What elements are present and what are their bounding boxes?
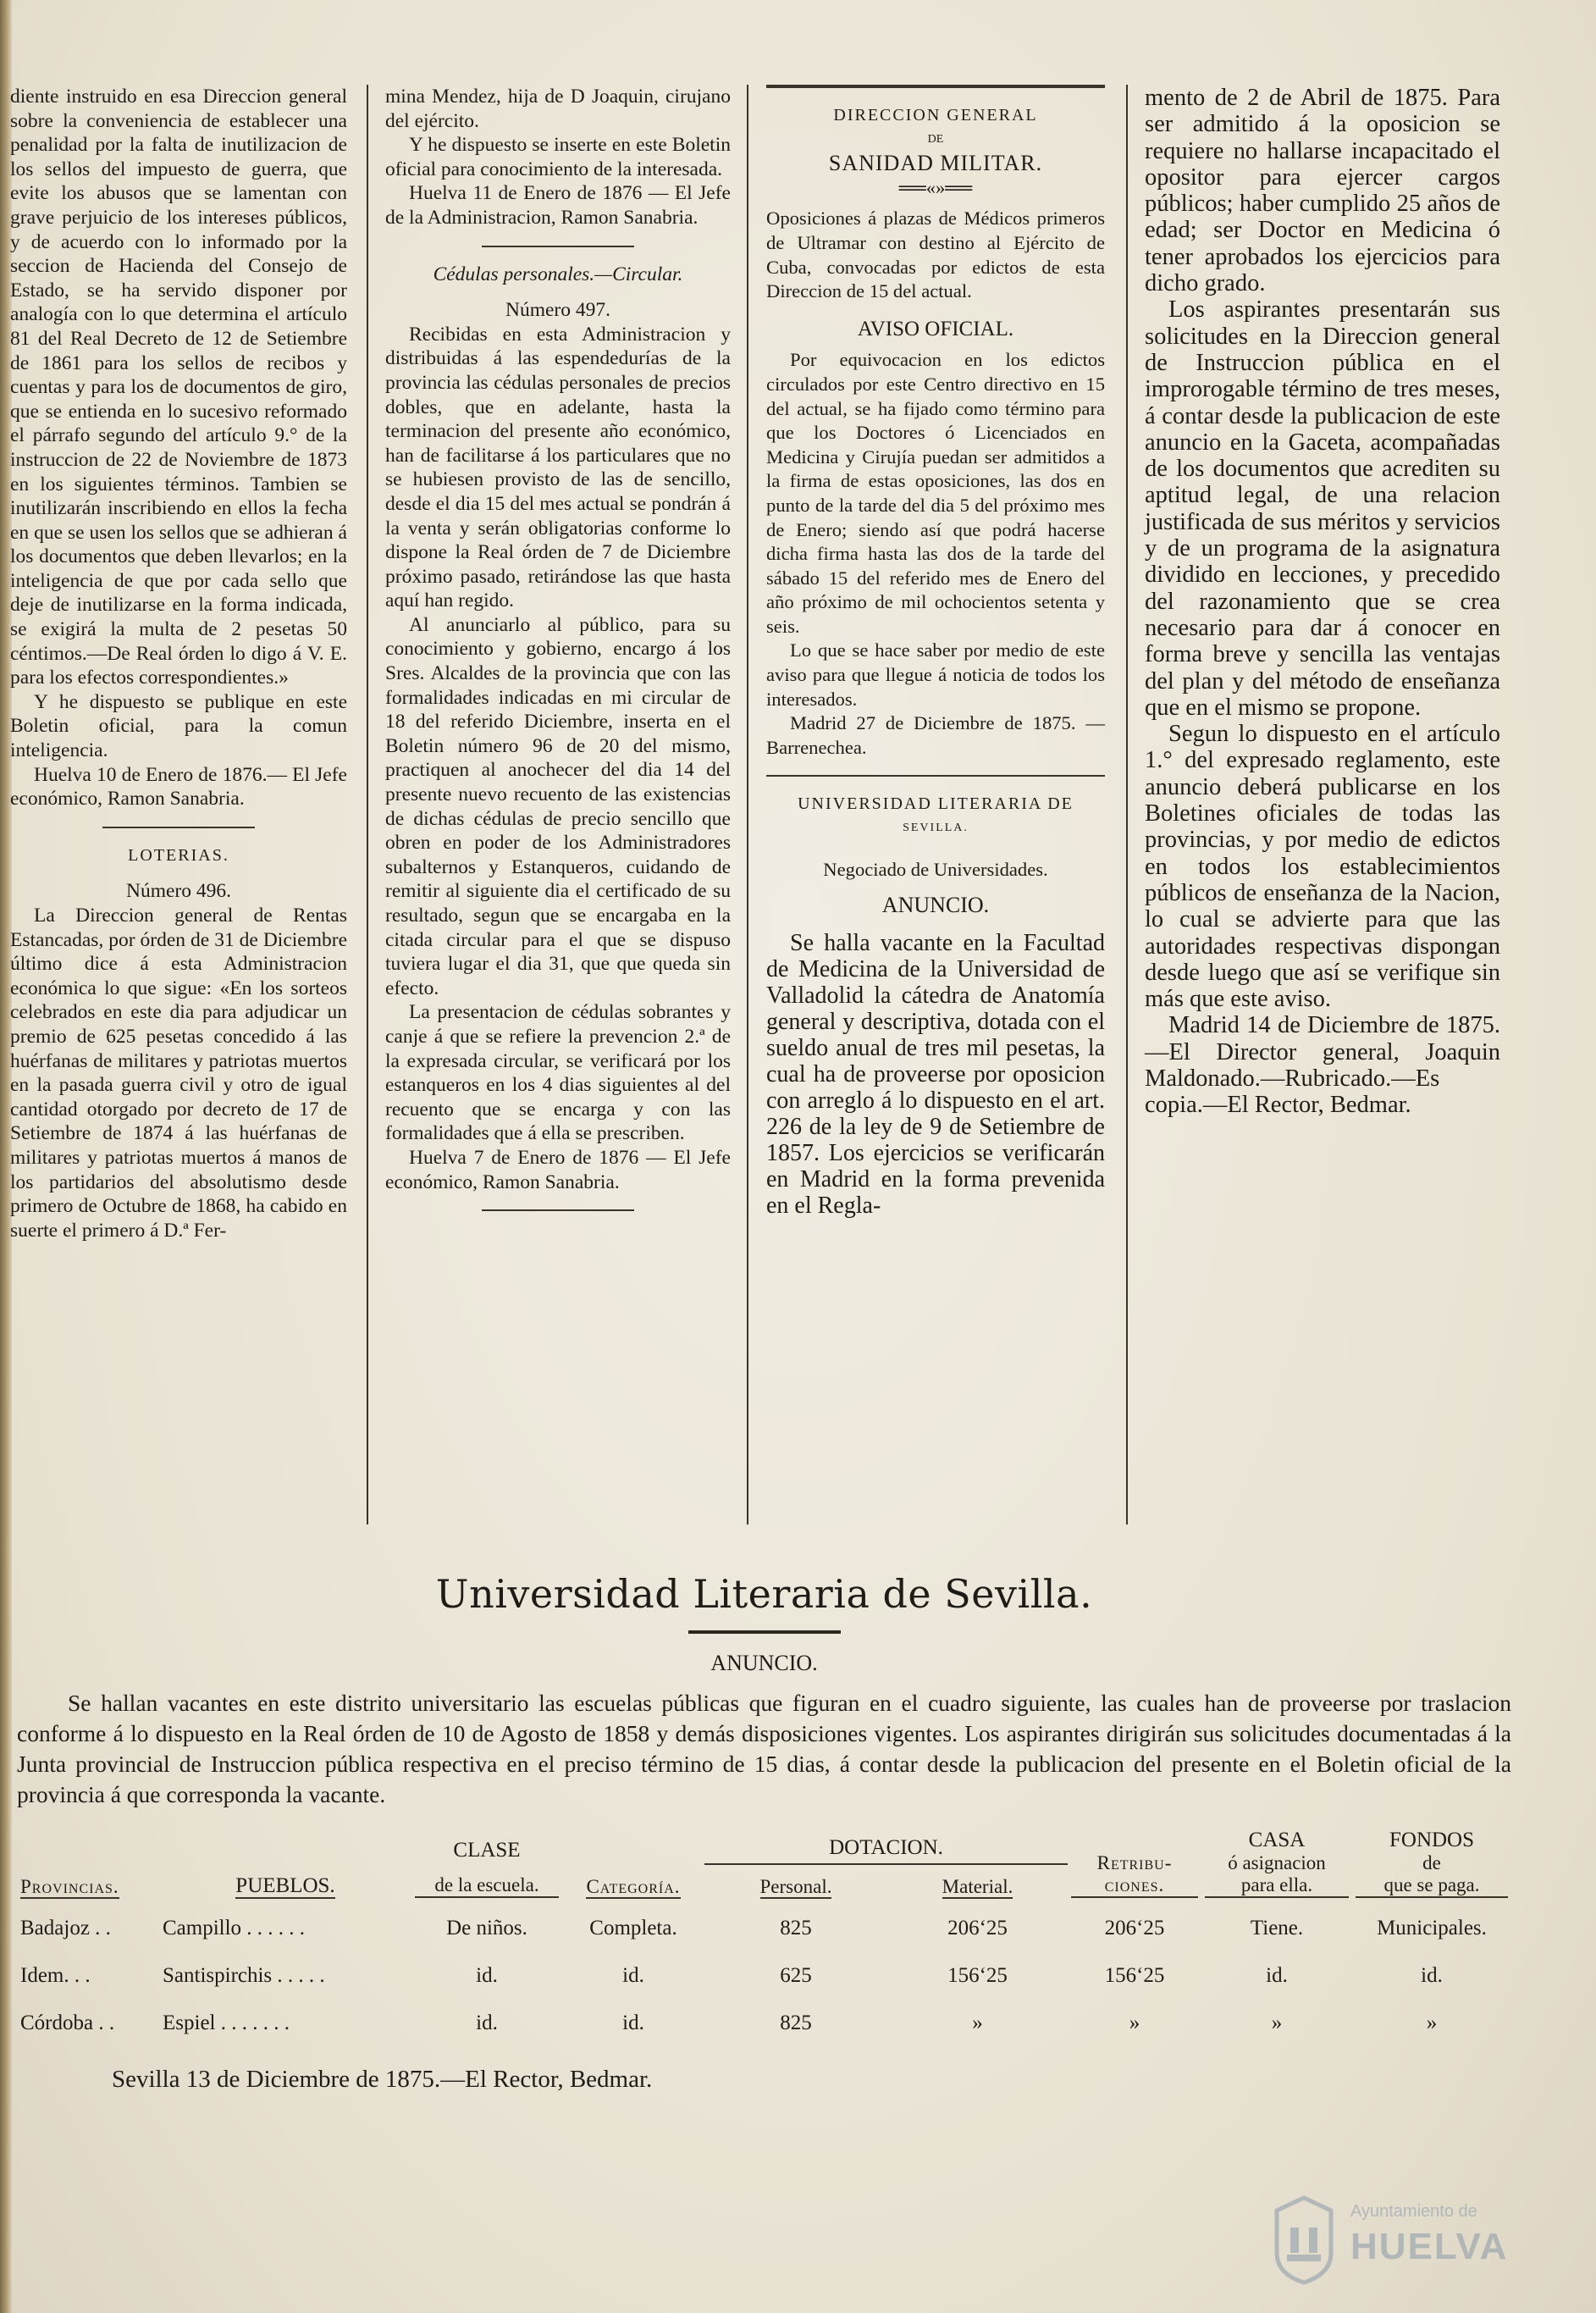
column-2 [385, 85, 731, 1226]
section-top-rule [766, 85, 1105, 88]
col2-number: Número 497. [505, 299, 610, 322]
bottom-announcement [17, 1563, 1511, 2094]
header-fondos: FONDOS de que se paga. [1352, 1825, 1511, 1901]
bottom-intro: Se hallan vacantes en este distrito universitario las escuelas públicas que figuran en el cuadro siguiente, las cuales han de proveerse por traslacion conforme á lo dispuesto en la Real órden de 10 de Agosto de 1858 y demás disposiciones vigentes. Los aspirantes dirigirán sus solicitudes documentadas á la Junta provincial de Instruccion pública respectiva en el preciso término de 15 dias, á contar desde la publicacion del presente en el Boletin oficial de la provincia á que corresponda la vacante. [17, 1690, 1511, 1807]
city-coat-of-arms-icon [1270, 2194, 1338, 2287]
col1-signature: Huelva 10 de Enero de 1876.— El Jefe económico, Ramon Sanabria. [10, 763, 347, 811]
col2-paragraph-1: mina Mendez, hija de D Joaquin, cirujano del ejército. [385, 86, 731, 132]
col2-signature-1: Huelva 11 de Enero de 1876 — El Jefe de la Administracion, Ramon Sanabria. [385, 182, 731, 229]
col3-paragraph-5: Se halla vacante en la Facultad de Medicina de la Universidad de Valladolid la cátedra de Anatomía general y descriptiva, dotada con el sueldo anual de tres mil pesetas, la cual ha de proveerse por oposicion con arreglo á lo dispuesto en el art. 226 de la ley de 9 de Setiembre de 1857. Los ejercicios se verificarán en Madrid en la forma prevenida en el Regla- [766, 929, 1105, 1219]
col1-number: Número 496. [125, 880, 231, 903]
col1-paragraph-1: diente instruido en esa Direccion general sobre la conveniencia de establecer una penalidad por la falta de inutilizacion de los sellos del impuesto de guerra, que evite los abusos que se lamentan con grave perjuicio de los intereses públicos, y de acuerdo con lo informado por la seccion de Hacienda del Consejo de Estado, se ha servido disponer por analogía con lo que determina el artículo 81 del Real Decreto de 12 de Setiembre de 1861 para los sellos de recibos y cuentas y para los de documentos de giro, que se entienda en lo sucesivo reformado el párrafo segundo del artículo 9.° de la instruccion de 22 de Noviembre de 1873 en los siguientes términos. Tambien se inutilizarán inscribiendo en ellos la fecha en que se usen los sellos que se adhieran á los documentos que deben llevarlos; en la inteligencia de que por cada sello que deje de inutilizarse en la forma indicada, se exigirá la multa de 2 pesetas 50 céntimos.—De Real órden lo digo á V. E. para los efectos correspondientes.» [10, 86, 347, 689]
col3-signature: Madrid 27 de Diciembre de 1875. —Barrenechea. [766, 712, 1105, 758]
universidad-title: Universidad Literaria de Sevilla. [435, 1571, 1093, 1617]
col2-paragraph-5: Al anunciarlo al público, para su conocimiento y gobierno, encargo á los Sres. Alcaldes de la provincia que con las formalidades indicadas en mi circular de 18 del referido Diciembre, inserta en el Boletin número 96 de 20 del mismo, practiquen al anochecer del dia 14 del presente nuevo recuento de las existencias de dichas cédulas de precio sencillo que obren en poder de los Administradores subalternos y Estanqueros, cuidando de remitir al siguiente dia el certificado de su resultado, segun que se encargaba en la citada circular para el que se dispuso tuviera lugar el dia 31, que que queda sin efecto. [385, 613, 731, 999]
column-rule [1126, 85, 1128, 1524]
col1-paragraph-4: La Direccion general de Rentas Estancadas, por órden de 31 de Diciembre último dice á esta Administracion económica lo que sigue: «En los sorteos celebrados en este dia para adjudicar un premio de 625 pesetas concedido á las huérfanas de militares y patriotas muertos en la pasada guerra civil y otro de igual cantidad otorgado por decreto de 17 de Setiembre de 1874 á las huérfanas de militares y patriotas muertos á manos de los partidarios del absolutismo desde primero de Octubre de 1868, ha cabido en suerte el primero á D.ª Fer- [10, 905, 347, 1242]
column-3 [766, 85, 1105, 1219]
negociado: Negociado de Universidades. [823, 858, 1048, 880]
column-1 [10, 85, 347, 1242]
cedulas-heading: Cédulas personales.—Circular. [433, 263, 683, 285]
ornament: ══«»══ [898, 176, 973, 198]
col3-paragraph-1: Oposiciones á plazas de Médicos primeros de Ultramar con destino al Ejército de Cuba, convocadas por edictos de esta Direccion de 15 del actual. [766, 208, 1105, 302]
table-row: Córdoba . . Espiel . . . . . . . id. id. 825 » » » » [20, 2011, 1438, 2034]
col2-paragraph-6: La presentacion de cédulas sobrantes y canje á que se refiere la prevencion 2.ª de la expresada circular, se verificará por los estanqueros en los 4 dias siguientes al del recuento que se encarga y con las formalidades que á ella se prescriben. [385, 1001, 731, 1145]
bottom-anuncio-heading: ANUNCIO. [710, 1651, 818, 1675]
sanidad-heading-2: DE [927, 132, 944, 146]
header-personal: Personal. [759, 1876, 832, 1897]
bottom-signature: Sevilla 13 de Diciembre de 1875.—El Rector, Bedmar. [112, 2066, 653, 2093]
col4-signature: Madrid 14 de Diciembre de 1875.—El Director general, Joaquin Maldonado.—Rubricado.—Es copia.—El Rector, Bedmar. [1145, 1012, 1500, 1119]
col3-paragraph-2: Por equivocacion en los edictos circulados por este Centro directivo en 15 del actual, se ha fijado como término para que los Doctores ó Licenciados en Medicina y Cirujía puedan ser admitidos a la firma de estas oposiciones, las dos en punto de la tarde del dia 5 del próximo mes de Enero; siendo así que podrá hacerse dicha firma hasta las dos de la tarde del sábado 15 del referido mes de Enero del año próximo de mil ochocientos setenta y seis. [766, 349, 1105, 637]
sanidad-heading-3: SANIDAD MILITAR. [828, 151, 1043, 176]
table-row: Idem. . . Santispirchis . . . . . id. id. 625 156‘25 156‘25 id. id. [20, 1964, 1443, 1987]
universidad-subheading: SEVILLA. [903, 822, 969, 835]
header-dotacion: DOTACION. [704, 1825, 1068, 1864]
col1-paragraph-2: Y he dispuesto se publique en este Boletin oficial, para la comun inteligencia. [10, 690, 347, 762]
col3-paragraph-3: Lo que se hace saber por medio de este aviso para que llegue á noticia de todos los interesados. [766, 639, 1105, 710]
col2-paragraph-2: Y he dispuesto se inserte en este Boletin oficial para conocimiento de la interesada. [385, 134, 731, 180]
divider [102, 827, 255, 828]
header-clase: CLASE de la escuela. [411, 1825, 562, 1901]
column-rule [747, 85, 748, 1524]
col4-paragraph-3: Segun lo dispuesto en el artículo 1.° del expresado reglamento, este anuncio deberá publicarse en los Boletines oficiales de todas las provincias, y por medio de edictos en todos los establecimientos públicos de enseñanza de la Nacion, lo cual se advierte para que las autoridades respectivas dispongan desde luego que así se verifique sin más que este aviso. [1145, 721, 1500, 1013]
ayuntamiento-huelva-watermark [1270, 2194, 1507, 2295]
watermark-line-1: Ayuntamiento de [1350, 2202, 1477, 2221]
sanidad-heading-1: DIRECCION GENERAL [833, 106, 1038, 125]
header-categoria: Categoría. [586, 1876, 681, 1897]
header-provincias: Provincias. [20, 1876, 119, 1897]
header-material: Material. [942, 1876, 1013, 1897]
title-rule [688, 1630, 841, 1634]
schools-table [17, 1825, 1511, 2044]
header-pueblos: PUEBLOS. [235, 1874, 335, 1897]
col2-signature-2: Huelva 7 de Enero de 1876 — El Jefe económico, Ramon Sanabria. [385, 1146, 731, 1193]
aviso-heading: AVISO OFICIAL. [857, 317, 1014, 340]
divider [482, 246, 634, 247]
loterias-heading: LOTERIAS. [128, 845, 229, 865]
watermark-line-2: HUELVA [1350, 2226, 1509, 2267]
column-4 [1145, 85, 1500, 1119]
divider [766, 775, 1105, 777]
col4-paragraph-2: Los aspirantes presentarán sus solicitudes en la Direccion general de Instruccion pública en el improrogable término de tres meses, á contar desde la publicacion de este anuncio en la Gaceta, acompañadas de los documentos que acrediten su aptitud legal, de una relacion justificada de sus méritos y servicios y de un programa de la asignatura dividido en lecciones, y precedido del razonamiento que se crea necesario para dar á conocer en forma breve y sencilla las ventajas del plan y del método de enseñanza que en el mismo se propone. [1145, 296, 1500, 721]
divider [482, 1209, 634, 1211]
table-row: Badajoz . . Campillo . . . . . . De niños. Completa. 825 206‘25 206‘25 Tiene. Municipales. [20, 1917, 1487, 1939]
header-casa: CASA ó asignacion para ella. [1201, 1825, 1352, 1901]
anuncio-heading: ANUNCIO. [881, 893, 990, 918]
header-retribuciones: Retribu- ciones. [1068, 1825, 1201, 1901]
universidad-heading: UNIVERSIDAD LITERARIA DE [798, 794, 1074, 814]
col4-paragraph-1: mento de 2 de Abril de 1875. Para ser admitido á la oposicion se requiere no hallarse incapacitado el opositor para ejercer cargos públicos; haber cumplido 25 años de edad; ser Doctor en Medicina ó tener aprobados los ejercicios para dicho grado. [1145, 85, 1500, 297]
col2-paragraph-4: Recibidas en esta Administracion y distribuidas á las espendedurías de la provincia las cédulas personales de precios dobles, que en adelante, hasta la terminacion del presente año económico, han de facilitarse á los particulares que no se hubiesen provisto de las de sencillo, desde el dia 15 del mes actual se pondrán á la venta y serán obligatorias conforme lo dispone la Real órden de 7 de Diciembre próximo pasado, retirándose las que hasta aquí han regido. [385, 323, 731, 612]
column-rule [367, 85, 368, 1524]
